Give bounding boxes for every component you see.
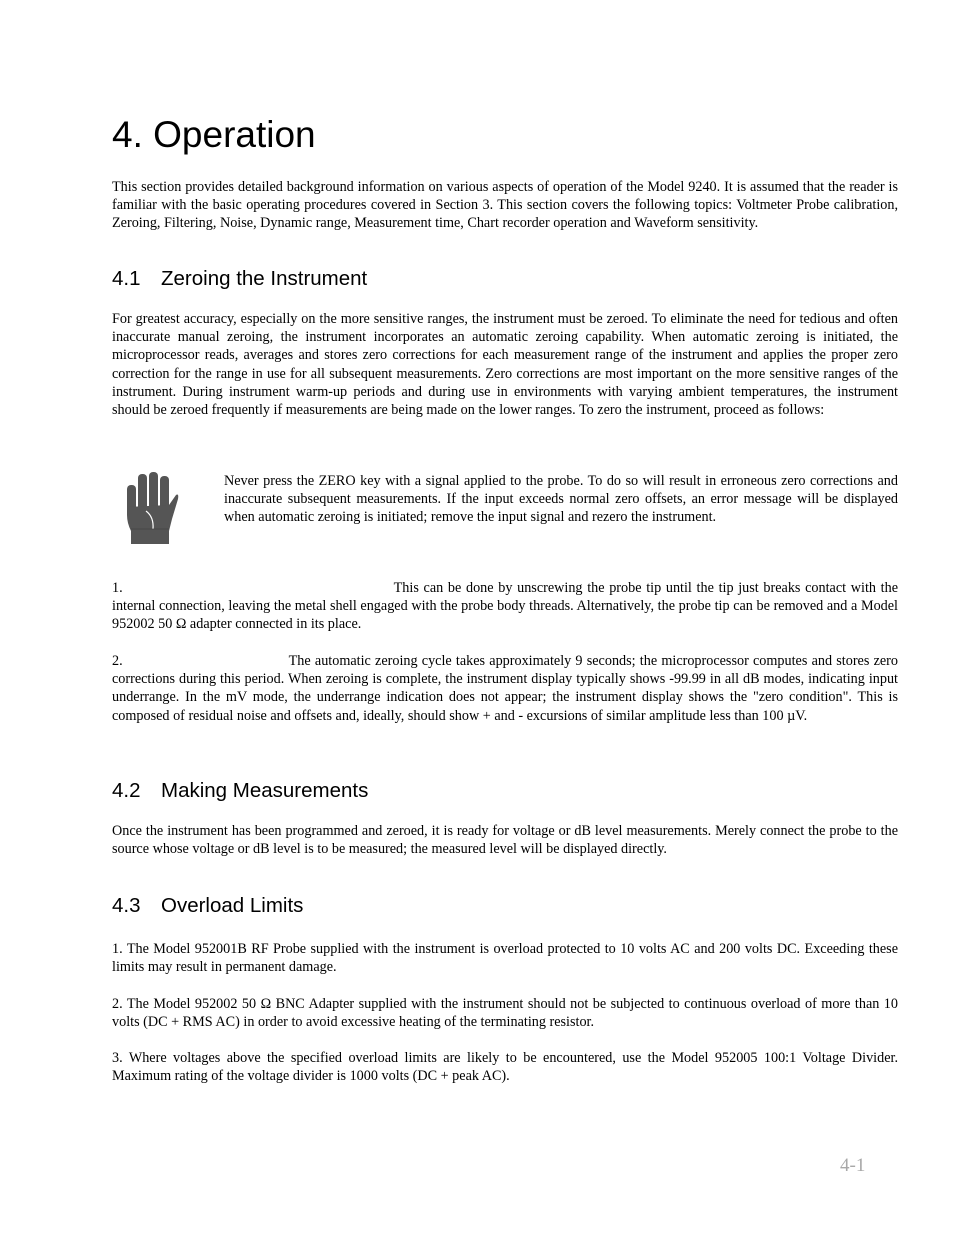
- zeroing-step-2: [112, 652, 898, 725]
- step-number: 1.: [112, 580, 123, 596]
- section-4-1-body: For greatest accuracy, especially on the more sensitive ranges, the instrument must be zeroed. To eliminate the need for tedious and often inaccurate manual zeroing, the instrument incorporates an automatic zeroing capability. When automatic zeroing is initiated, the microprocessor reads, averages and stores zero corrections for each measurement range of the instrument and applies the proper zero correction for the range in use for all subsequent measurements. Zero corrections are most important on the more sensitive ranges of the instrument. During instrument warm-up periods and during use in environments with varying ambient temperatures, the instrument should be zeroed frequently if measurements are being made on the lower ranges. To zero the instrument, proceed as follows:: [112, 311, 898, 419]
- section-heading-4-3: [112, 893, 303, 919]
- page-number: 4-1: [840, 1155, 866, 1176]
- overload-item-2: 2. The Model 952002 50 Ω BNC Adapter supplied with the instrument should not be subjected to continuous overload of more than 10 volts (DC + RMS AC) in order to avoid excessive heating of the terminating resistor.: [112, 996, 898, 1031]
- overload-item-3: 3. Where voltages above the specified overload limits are likely to be encountered, use the Model 952005 100:1 Voltage Divider. Maximum rating of the voltage divider is 1000 volts (DC + peak AC).: [112, 1050, 898, 1085]
- chapter-intro: This section provides detailed background information on various aspects of operation of the Model 9240. It is assumed that the reader is familiar with the basic operating procedures covered in Section 3. This section covers the following topics: Voltmeter Probe calibration, Zeroing, Filtering, Noise, Dynamic range, Measurement time, Chart recorder operation and Waveform sensitivity.: [112, 179, 898, 232]
- section-4-2-body: Once the instrument has been programmed and zeroed, it is ready for voltage or dB level measurements. Merely connect the probe to the source whose voltage or dB level is to be measured; the measured level will be displayed directly.: [112, 823, 898, 858]
- hand-stop-icon: [124, 471, 179, 546]
- section-number: 4.3: [112, 894, 141, 917]
- zero-warning-text: Never press the ZERO key with a signal applied to the probe. To do so will result in erroneous zero corrections and inaccurate subsequent measurements. If the input exceeds normal zero offsets, an error message will be displayed when automatic zeroing is initiated; remove the input signal and rezero the instrument.: [224, 473, 898, 526]
- section-heading-4-2: [112, 778, 368, 804]
- section-number: 4.2: [112, 779, 141, 802]
- section-title: Making Measurements: [161, 779, 369, 802]
- step-number: 2.: [112, 653, 123, 669]
- step-text: The automatic zeroing cycle takes approximately 9 seconds; the microprocessor computes and stores zero corrections during this period. When zeroing is complete, the instrument display typically shows -99.99 in all dB modes, indicating input underrange. In the mV mode, the underrange indication does not appear; the instrument display shows the "zero condition". This is composed of residual noise and offsets and, ideally, should show + and - excursions of similar amplitude less than 100 µV.: [112, 653, 898, 724]
- step-text: This can be done by unscrewing the probe tip until the tip just breaks contact with the internal connection, leaving the metal shell engaged with the probe body threads. Alternatively, the probe tip can be removed and a Model 952002 50 Ω adapter connected in its place.: [112, 580, 898, 633]
- section-title: Overload Limits: [161, 894, 304, 917]
- section-title: Zeroing the Instrument: [161, 267, 368, 290]
- overload-item-1: 1. The Model 952001B RF Probe supplied with the instrument is overload protected to 10 volts AC and 200 volts DC. Exceeding these limits may result in permanent damage.: [112, 941, 898, 976]
- section-number: 4.1: [112, 267, 141, 290]
- section-heading-4-1: [112, 266, 367, 292]
- chapter-title: 4. Operation: [112, 114, 316, 155]
- zeroing-step-1: [112, 579, 898, 634]
